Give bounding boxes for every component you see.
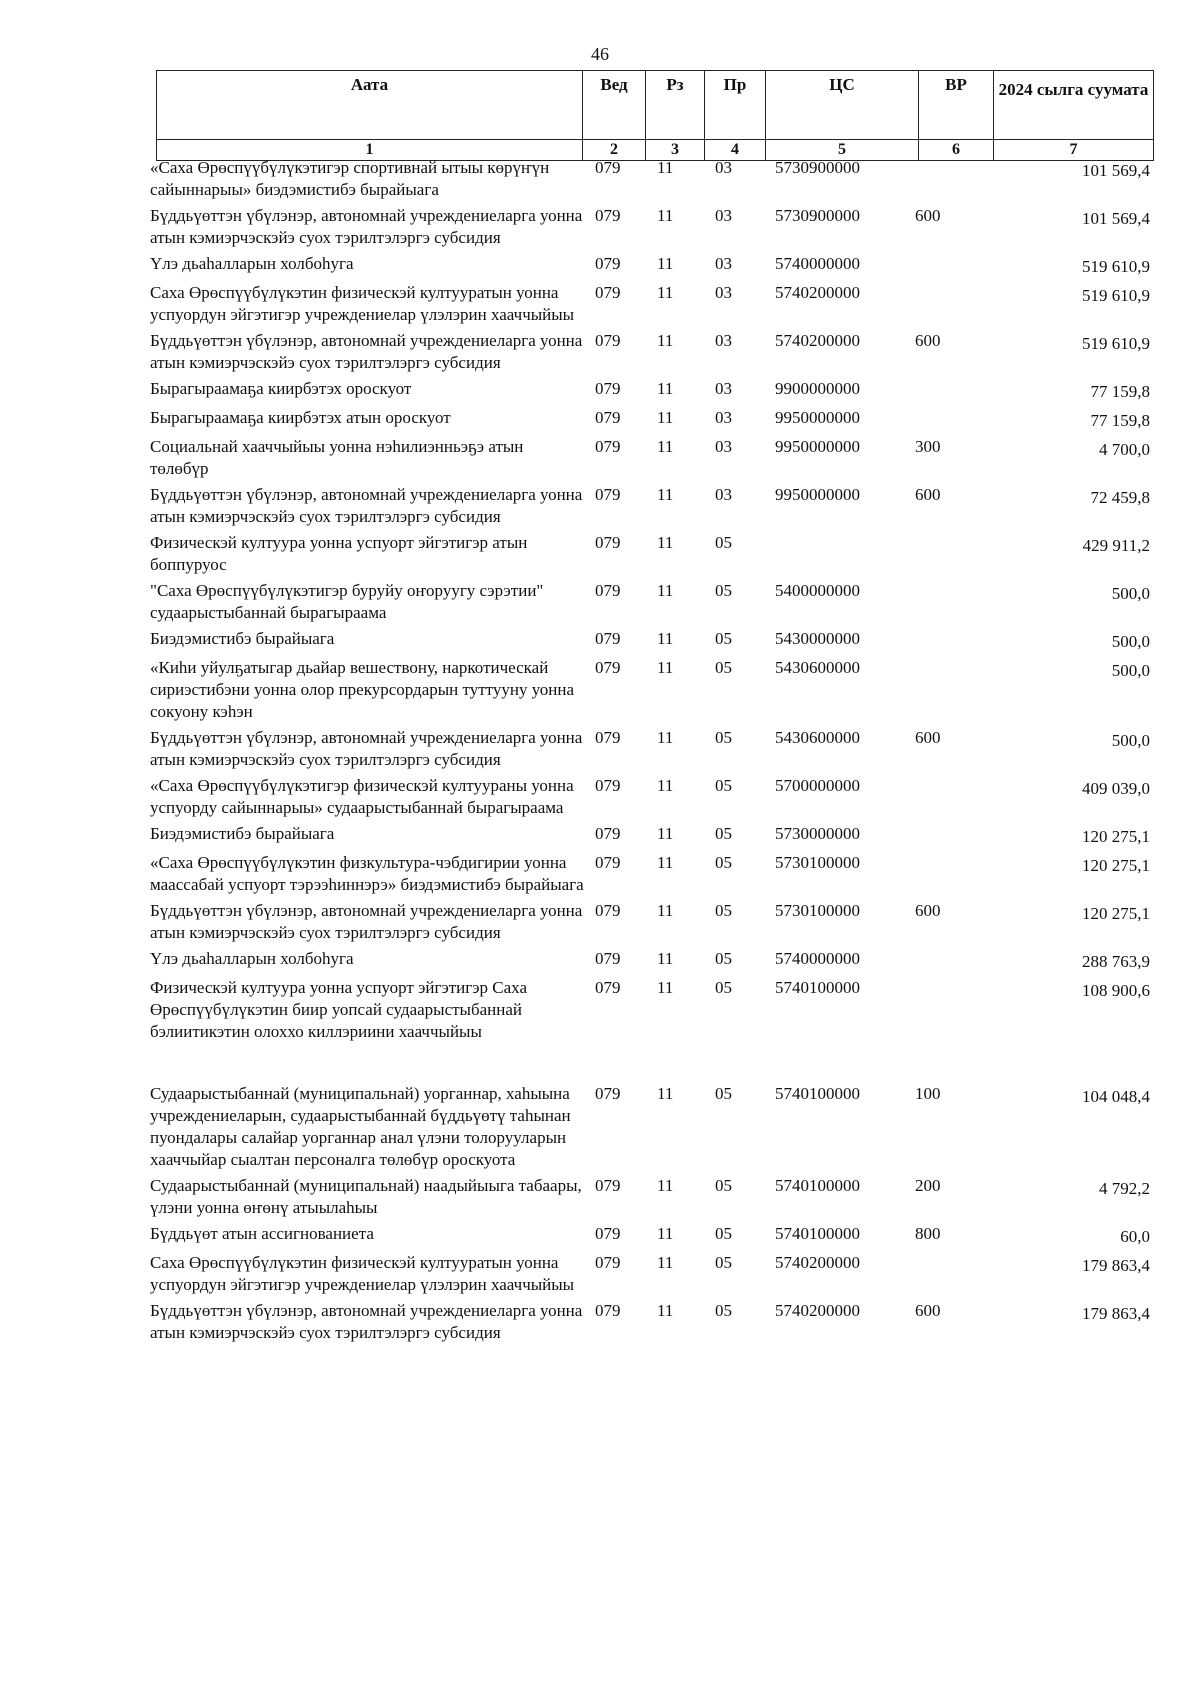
cell-pr: 05	[715, 901, 732, 920]
cell-pr: 03	[715, 437, 732, 456]
cell-cs: 5740100000	[775, 978, 860, 997]
cell-ved: 079	[595, 437, 621, 456]
table-row	[150, 205, 1150, 249]
cell-rz: 11	[657, 658, 674, 677]
cell-pr: 05	[715, 949, 732, 968]
table-body	[150, 157, 1150, 1348]
cell-name: Биэдэмистибэ бырайыага	[150, 629, 335, 648]
cell-name: Бырагыраамаҕа киирбэтэх атын ороскуот	[150, 408, 451, 427]
cell-rz: 11	[657, 379, 674, 398]
cell-pr: 05	[715, 533, 732, 552]
cell-cs: 5730900000	[775, 158, 860, 177]
cell-cs: 5740000000	[775, 949, 860, 968]
cell-sum: 120 275,1	[1082, 856, 1150, 875]
cell-rz: 11	[657, 1224, 674, 1243]
cell-name: Бүддьүөттэн үбүлэнэр, автономнай учреждениеларга уонна атын кэмиэрчэскэйэ суох тэрилтэлэргэ субсидия	[150, 1301, 583, 1342]
cell-sum: 519 610,9	[1082, 334, 1150, 353]
cell-ved: 079	[595, 658, 621, 677]
cell-sum: 519 610,9	[1082, 286, 1150, 305]
header-rz: Рз	[646, 71, 705, 140]
cell-rz: 11	[657, 533, 674, 552]
cell-vr: 600	[915, 728, 941, 747]
cell-vr: 800	[915, 1224, 941, 1243]
cell-ved: 079	[595, 629, 621, 648]
cell-name: Бүддьүөттэн үбүлэнэр, автономнай учреждениеларга уонна атын кэмиэрчэскэйэ суох тэрилтэлэргэ субсидия	[150, 901, 583, 942]
cell-sum: 519 610,9	[1082, 257, 1150, 276]
cell-sum: 179 863,4	[1082, 1256, 1150, 1275]
cell-pr: 03	[715, 158, 732, 177]
cell-ved: 079	[595, 485, 621, 504]
header-cs: ЦС	[766, 71, 919, 140]
cell-rz: 11	[657, 901, 674, 920]
cell-name: Бүддьүөттэн үбүлэнэр, автономнай учреждениеларга уонна атын кэмиэрчэскэйэ суох тэрилтэлэргэ субсидия	[150, 728, 583, 769]
cell-ved: 079	[595, 728, 621, 747]
header-ved: Вед	[583, 71, 646, 140]
cell-ved: 079	[595, 1224, 621, 1243]
cell-cs: 5430600000	[775, 728, 860, 747]
cell-name: Саха Өрөспүүбүлүкэтин физическэй култууратын уонна успуордун эйгэтигэр учреждениелар үлэлэрин хааччыйыы	[150, 283, 575, 324]
cell-rz: 11	[657, 485, 674, 504]
cell-vr	[915, 775, 989, 819]
cell-cs: 5740200000	[775, 1301, 860, 1320]
cell-pr: 05	[715, 629, 732, 648]
cell-pr: 05	[715, 1253, 732, 1272]
cell-ved: 079	[595, 978, 621, 997]
table-row	[150, 657, 1150, 723]
cell-rz: 11	[657, 949, 674, 968]
header-num-2: 2	[583, 140, 646, 161]
table-header	[156, 70, 1154, 161]
cell-ved: 079	[595, 949, 621, 968]
table-row	[150, 484, 1150, 528]
cell-pr: 05	[715, 1301, 732, 1320]
cell-cs: 9950000000	[775, 485, 860, 504]
table-row	[150, 253, 1150, 278]
page-number: 46	[591, 44, 609, 64]
table-row	[150, 823, 1150, 848]
cell-rz: 11	[657, 1301, 674, 1320]
cell-pr: 03	[715, 254, 732, 273]
table-row	[150, 436, 1150, 480]
cell-cs: 9950000000	[775, 437, 860, 456]
cell-name: Бүддьүөттэн үбүлэнэр, автономнай учреждениеларга уонна атын кэмиэрчэскэйэ суох тэрилтэлэргэ субсидия	[150, 485, 583, 526]
table-row	[150, 580, 1150, 624]
table-row	[150, 948, 1150, 973]
cell-rz: 11	[657, 853, 674, 872]
cell-pr: 05	[715, 658, 732, 677]
cell-pr: 05	[715, 853, 732, 872]
cell-name: «Киһи уйулҕатыгар дьайар вешествону, наркотическай сириэстибэни уонна олор прекурсордарын туттууну уонна сокуону кэһэн	[150, 658, 575, 721]
cell-cs: 5430000000	[775, 629, 860, 648]
cell-vr	[915, 378, 989, 403]
cell-rz: 11	[657, 776, 674, 795]
header-vr: ВР	[919, 71, 994, 140]
cell-cs: 5730000000	[775, 824, 860, 843]
cell-cs: 5740200000	[775, 1253, 860, 1272]
cell-name: Бүддьүөттэн үбүлэнэр, автономнай учреждениеларга уонна атын кэмиэрчэскэйэ суох тэрилтэлэргэ субсидия	[150, 206, 583, 247]
cell-cs: 5730900000	[775, 206, 860, 225]
cell-ved: 079	[595, 853, 621, 872]
cell-sum: 500,0	[1111, 731, 1150, 750]
cell-ved: 079	[595, 331, 621, 350]
cell-rz: 11	[657, 331, 674, 350]
cell-ved: 079	[595, 206, 621, 225]
cell-sum: 4 792,2	[1099, 1179, 1150, 1198]
header-name: Аата	[157, 71, 583, 140]
cell-name: Биэдэмистибэ бырайыага	[150, 824, 335, 843]
cell-rz: 11	[657, 158, 674, 177]
cell-rz: 11	[657, 978, 674, 997]
cell-cs: 5740200000	[775, 283, 860, 302]
cell-pr: 05	[715, 978, 732, 997]
cell-rz: 11	[657, 1176, 674, 1195]
cell-rz: 11	[657, 206, 674, 225]
cell-sum: 104 048,4	[1082, 1087, 1150, 1106]
cell-cs: 5740200000	[775, 331, 860, 350]
cell-vr	[915, 628, 989, 653]
cell-vr	[915, 282, 989, 326]
cell-ved: 079	[595, 533, 621, 552]
cell-name: Социальнай хааччыйыы уонна нэһилиэнньэҕэ атын төлөбүр	[150, 437, 524, 478]
table-row	[150, 378, 1150, 403]
table-row	[150, 1223, 1150, 1248]
cell-ved: 079	[595, 1084, 621, 1103]
cell-ved: 079	[595, 581, 621, 600]
header-num-1: 1	[157, 140, 583, 161]
cell-sum: 4 700,0	[1099, 440, 1150, 459]
cell-vr: 300	[915, 437, 941, 456]
table-row	[150, 407, 1150, 432]
cell-name: Саха Өрөспүүбүлүкэтин физическэй култууратын уонна успуордун эйгэтигэр учреждениелар үлэлэрин хааччыйыы	[150, 1253, 575, 1294]
cell-name: Үлэ дьаһалларын холбоһуга	[150, 254, 354, 273]
cell-sum: 60,0	[1120, 1227, 1150, 1246]
table-row	[150, 727, 1150, 771]
cell-pr: 03	[715, 206, 732, 225]
cell-sum: 72 459,8	[1090, 488, 1150, 507]
cell-rz: 11	[657, 728, 674, 747]
cell-ved: 079	[595, 158, 621, 177]
table-row	[150, 977, 1150, 1043]
cell-name: "Саха Өрөспүүбүлүкэтигэр буруйу оҥоруугу сэрэтии" судаарыстыбаннай бырагыраама	[150, 581, 544, 622]
cell-vr: 600	[915, 206, 941, 225]
header-pr: Пр	[705, 71, 766, 140]
cell-vr	[915, 1252, 989, 1296]
cell-sum: 120 275,1	[1082, 904, 1150, 923]
cell-sum: 77 159,8	[1090, 411, 1150, 430]
cell-cs	[775, 532, 915, 576]
table-row	[150, 1175, 1150, 1219]
cell-pr: 03	[715, 408, 732, 427]
cell-rz: 11	[657, 824, 674, 843]
table-row	[150, 1252, 1150, 1296]
cell-cs: 5730100000	[775, 853, 860, 872]
cell-sum: 77 159,8	[1090, 382, 1150, 401]
cell-vr	[915, 253, 989, 278]
cell-rz: 11	[657, 629, 674, 648]
cell-name: «Саха Өрөспүүбүлүкэтигэр спортивнай ытыы көрүҥүн сайыннарыы» биэдэмистибэ бырайыага	[150, 158, 550, 199]
cell-cs: 5400000000	[775, 581, 860, 600]
cell-rz: 11	[657, 1253, 674, 1272]
cell-vr: 600	[915, 485, 941, 504]
cell-name: «Саха Өрөспүүбүлүкэтигэр физическэй култуураны уонна успуорду сайыннарыы» судаарыстыбаннай бырагыраама	[150, 776, 574, 817]
cell-ved: 079	[595, 283, 621, 302]
header-num-7: 7	[994, 140, 1154, 161]
cell-pr: 05	[715, 1084, 732, 1103]
table-row	[150, 852, 1150, 896]
table-row	[150, 1300, 1150, 1344]
cell-vr	[915, 157, 989, 201]
cell-cs: 5740100000	[775, 1224, 860, 1243]
cell-rz: 11	[657, 254, 674, 273]
cell-pr: 05	[715, 1224, 732, 1243]
cell-ved: 079	[595, 901, 621, 920]
cell-rz: 11	[657, 581, 674, 600]
cell-vr	[915, 948, 989, 973]
cell-name: Бүддьүөттэн үбүлэнэр, автономнай учреждениеларга уонна атын кэмиэрчэскэйэ суох тэрилтэлэргэ субсидия	[150, 331, 583, 372]
cell-vr	[915, 977, 989, 1043]
cell-pr: 03	[715, 331, 732, 350]
cell-sum: 409 039,0	[1082, 779, 1150, 798]
cell-cs: 5740100000	[775, 1176, 860, 1195]
cell-pr: 03	[715, 283, 732, 302]
cell-pr: 05	[715, 581, 732, 600]
cell-name: «Саха Өрөспүүбүлүкэтин физкультура-чэбдигирии уонна маассабай успуорт тэрээһиннэрэ» биэдэмистибэ бырайыага	[150, 853, 584, 894]
cell-sum: 429 911,2	[1082, 536, 1150, 555]
cell-vr	[915, 823, 989, 848]
cell-vr	[915, 580, 989, 624]
cell-ved: 079	[595, 379, 621, 398]
cell-sum: 108 900,6	[1082, 981, 1150, 1000]
cell-sum: 101 569,4	[1082, 209, 1150, 228]
cell-name: Бырагыраамаҕа киирбэтэх ороскуот	[150, 379, 412, 398]
cell-pr: 03	[715, 379, 732, 398]
cell-rz: 11	[657, 437, 674, 456]
cell-ved: 079	[595, 1301, 621, 1320]
cell-pr: 05	[715, 776, 732, 795]
header-num-6: 6	[919, 140, 994, 161]
cell-vr	[915, 532, 989, 576]
cell-cs: 5700000000	[775, 776, 860, 795]
cell-rz: 11	[657, 283, 674, 302]
table-row	[150, 532, 1150, 576]
cell-ved: 079	[595, 254, 621, 273]
table-row	[150, 1083, 1150, 1171]
header-num-4: 4	[705, 140, 766, 161]
cell-vr: 600	[915, 901, 941, 920]
cell-cs: 5430600000	[775, 658, 860, 677]
cell-name: Үлэ дьаһалларын холбоһуга	[150, 949, 354, 968]
cell-sum: 101 569,4	[1082, 161, 1150, 180]
cell-name: Судаарыстыбаннай (муниципальнай) наадыйыыга табаары, үлэни уонна өҥөнү атыылаһыы	[150, 1176, 582, 1217]
header-num-5: 5	[766, 140, 919, 161]
cell-vr	[915, 657, 989, 723]
cell-sum: 120 275,1	[1082, 827, 1150, 846]
table-row	[150, 775, 1150, 819]
cell-cs: 5740000000	[775, 254, 860, 273]
cell-rz: 11	[657, 1084, 674, 1103]
header-sum: 2024 сылга суумата	[994, 71, 1154, 140]
cell-vr: 200	[915, 1176, 941, 1195]
cell-name: Физическэй култуура уонна успуорт эйгэтигэр Саха Өрөспүүбүлүкэтин биир уопсай судаарыстыбаннай бэлиитикэтин олоххо киллэриини хааччыйыы	[150, 978, 527, 1041]
cell-rz: 11	[657, 408, 674, 427]
cell-ved: 079	[595, 1176, 621, 1195]
table-row	[150, 900, 1150, 944]
cell-cs: 9900000000	[775, 379, 860, 398]
cell-vr	[915, 852, 989, 896]
cell-ved: 079	[595, 776, 621, 795]
cell-pr: 03	[715, 485, 732, 504]
cell-ved: 079	[595, 824, 621, 843]
cell-vr: 600	[915, 331, 941, 350]
table-row	[150, 330, 1150, 374]
cell-pr: 05	[715, 1176, 732, 1195]
table-row	[150, 628, 1150, 653]
cell-vr	[915, 407, 989, 432]
cell-name: Физическэй култуура уонна успуорт эйгэтигэр атын боппуруос	[150, 533, 528, 574]
cell-vr: 600	[915, 1301, 941, 1320]
cell-cs: 5730100000	[775, 901, 860, 920]
cell-sum: 500,0	[1111, 661, 1150, 680]
cell-ved: 079	[595, 408, 621, 427]
cell-ved: 079	[595, 1253, 621, 1272]
cell-name: Судаарыстыбаннай (муниципальнай) уорганнар, хаһыына учреждениеларын, судаарыстыбаннай бүддьүөтү таһынан пуондалары салайар уорганнар анал үлэни толорууларын хааччыйар сыалтан персоналга төлөбүр ороскуота	[150, 1084, 571, 1169]
cell-pr: 05	[715, 824, 732, 843]
table-row	[150, 282, 1150, 326]
cell-sum: 179 863,4	[1082, 1304, 1150, 1323]
cell-pr: 05	[715, 728, 732, 747]
cell-sum: 288 763,9	[1082, 952, 1150, 971]
cell-sum: 500,0	[1111, 632, 1150, 651]
cell-sum: 500,0	[1111, 584, 1150, 603]
cell-cs: 5740100000	[775, 1084, 860, 1103]
cell-name: Бүддьүөт атын ассигнованиета	[150, 1224, 374, 1243]
cell-cs: 9950000000	[775, 408, 860, 427]
table-row	[150, 157, 1150, 201]
header-num-3: 3	[646, 140, 705, 161]
cell-vr: 100	[915, 1084, 941, 1103]
